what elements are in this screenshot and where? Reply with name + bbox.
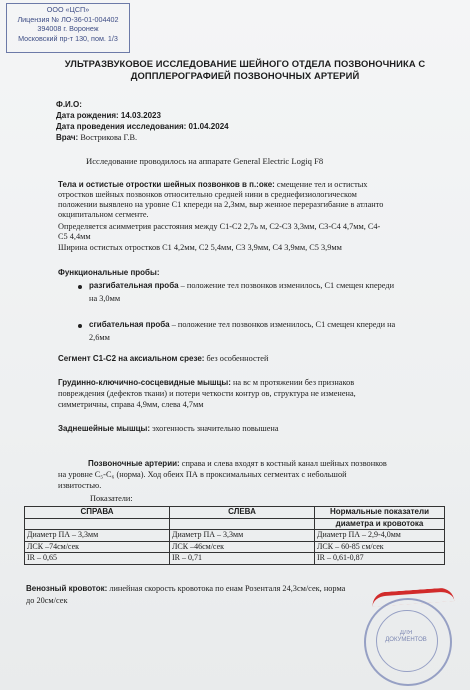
rear-muscles-line xyxy=(58,424,279,434)
arteries-text: справа и слева входят в костный канал шейных позвонков xyxy=(181,459,387,468)
flexion-test-line-2: 2,6мм xyxy=(89,333,110,342)
bodies-line-2: отростков шейных позвонков относительно средней нини в среднефизиологическом xyxy=(58,190,357,199)
measurements-table xyxy=(24,506,445,565)
seal-line-2: ДОКУМЕНТОВ xyxy=(385,637,427,643)
stamp-line: Лицензия № ЛО-36-01-004402 xyxy=(17,14,119,24)
stamp-line: 394008 г. Воронеж xyxy=(37,24,99,34)
table-row xyxy=(25,530,445,542)
doctor-name: Вострикова Г.В. xyxy=(80,133,138,142)
arteries-label: Позвоночные артерии: xyxy=(88,459,180,468)
scm-line-1 xyxy=(58,378,354,388)
table-row xyxy=(25,541,445,553)
asymmetry-line-2: С5 4,4мм xyxy=(58,232,91,241)
rear-muscles-text: эхогенность значительно повышена xyxy=(152,424,279,433)
exam-date: Дата проведения исследования: 01.04.2024 xyxy=(56,122,229,131)
extension-test-label: разгибательная проба xyxy=(89,281,179,290)
venous-line-2: до 20см/сек xyxy=(26,596,68,605)
table-row xyxy=(25,553,445,565)
flexion-test-label: сгибательная проба xyxy=(89,320,170,329)
device-line: Исследование проводилось на аппарате General Electric Logiq F8 xyxy=(86,156,324,166)
header-right: СПРАВА xyxy=(25,507,170,519)
functional-tests-label: Функциональные пробы: xyxy=(58,268,160,277)
bodies-line-4: окципитальном сегменте. xyxy=(58,210,149,219)
seal-text xyxy=(378,630,434,644)
birth-date: Дата рождения: 14.03.2023 xyxy=(56,111,161,120)
header-norm xyxy=(315,507,445,519)
table-cell: ЛСК –74см/сек xyxy=(25,541,170,553)
segment-label: Сегмент С1-С2 на аксиальном срезе: xyxy=(58,354,205,363)
bodies-label: Тела и остистые отростки шейных позвонков в п.:оке: xyxy=(58,180,275,189)
venous-label: Венозный кровоток: xyxy=(26,584,108,593)
bullet-icon xyxy=(78,324,82,328)
table-cell: Диаметр ПА – 2,9-4,0мм xyxy=(315,530,445,542)
bodies-line-1 xyxy=(58,180,367,190)
fio-label: Ф.И.О: xyxy=(56,100,82,109)
seal-line-1: ДЛЯ xyxy=(399,630,413,636)
header-empty xyxy=(25,518,170,530)
header-empty xyxy=(170,518,315,530)
header-norm-line-2: диаметра и кровотока xyxy=(315,518,445,530)
indicators-label: Показатели: xyxy=(90,494,133,503)
spinous-width: Ширина остистых отростков С1 4,2мм, С2 5,4мм, С3 3,9мм, С4 3,9мм, С5 3,9мм xyxy=(58,243,342,252)
document-title xyxy=(30,58,460,82)
scm-line-3: симметричны, справа 4,9мм, слева 4,7мм xyxy=(58,400,204,409)
segment-line xyxy=(58,354,268,364)
bodies-line-3: положении выявлено на уровне С1 кпереди на 2,3мм, выр женное переразгибание в атланто xyxy=(58,200,384,209)
table-cell: IR – 0,71 xyxy=(170,553,315,565)
venous-text: линейная скорость кровотока по енам Розенталя 24,3см/сек, норма xyxy=(109,584,346,593)
title-line-2: ДОППЛЕРОГРАФИЕЙ ПОЗВОНОЧНЫХ АРТЕРИЙ xyxy=(130,70,360,81)
bodies-text: смещение тел и остистых xyxy=(276,180,368,189)
table-cell: ЛСК –46см/сек xyxy=(170,541,315,553)
table-cell: ЛСК – 60-85 см/сек xyxy=(315,541,445,553)
segment-text: без особенностей xyxy=(206,354,269,363)
scm-label: Грудинно-ключично-сосцевидные мышцы: xyxy=(58,378,231,387)
doctor-label: Врач: xyxy=(56,133,79,142)
table-cell: Диаметр ПА – 3,3мм xyxy=(25,530,170,542)
table-header-row-2 xyxy=(25,518,445,530)
table-cell: IR – 0,61-0,87 xyxy=(315,553,445,565)
bullet-icon xyxy=(78,285,82,289)
header-norm-line-1: Нормальные показатели xyxy=(330,507,429,516)
rear-muscles-label: Заднешейные мышцы: xyxy=(58,424,151,433)
stamp-line: ООО «ЦСП» xyxy=(46,5,90,14)
scm-text: на вс м протяжении без признаков xyxy=(232,378,355,387)
flexion-test-text: – положение тел позвонков изменилось, С1 смещен кпереди на xyxy=(171,320,396,329)
extension-test-line-2: на 3,0мм xyxy=(89,294,121,303)
header-left: СЛЕВА xyxy=(170,507,315,519)
table-cell: IR – 0,65 xyxy=(25,553,170,565)
doctor-row xyxy=(56,133,137,143)
title-line-1: УЛЬТРАЗВУКОВОЕ ИССЛЕДОВАНИЕ ШЕЙНОГО ОТДЕЛА ПОЗВОНОЧНИКА С xyxy=(64,58,426,69)
stamp-line: Московский пр-т 130, пом. 1/3 xyxy=(18,33,118,43)
clinic-stamp xyxy=(6,3,130,53)
arteries-line-2: на уровне С₅-С₆ (норма). Ход обеих ПА в проксимальных сегментах с небольшой xyxy=(58,470,347,479)
table-cell: Диаметр ПА – 3,3мм xyxy=(170,530,315,542)
extension-test-text: – положение тел позвонков изменилось, С1 смещен кпереди xyxy=(180,281,395,290)
arteries-line-1 xyxy=(88,459,387,469)
arteries-line-3: извитостью. xyxy=(58,481,102,490)
flexion-test-line-1 xyxy=(89,320,395,330)
extension-test-line-1 xyxy=(89,281,394,291)
asymmetry-line-1: Определяется асимметрия расстояния между С1-С2 2,7ь м, С2-С3 3,3мм, С3-С4 4,7мм, С4- xyxy=(58,222,381,231)
scm-line-2: повреждения (дефектов ткани) и потери четкости контур ов, структура не изменена, xyxy=(58,389,356,398)
venous-line-1 xyxy=(26,584,345,594)
table-header-row xyxy=(25,507,445,519)
